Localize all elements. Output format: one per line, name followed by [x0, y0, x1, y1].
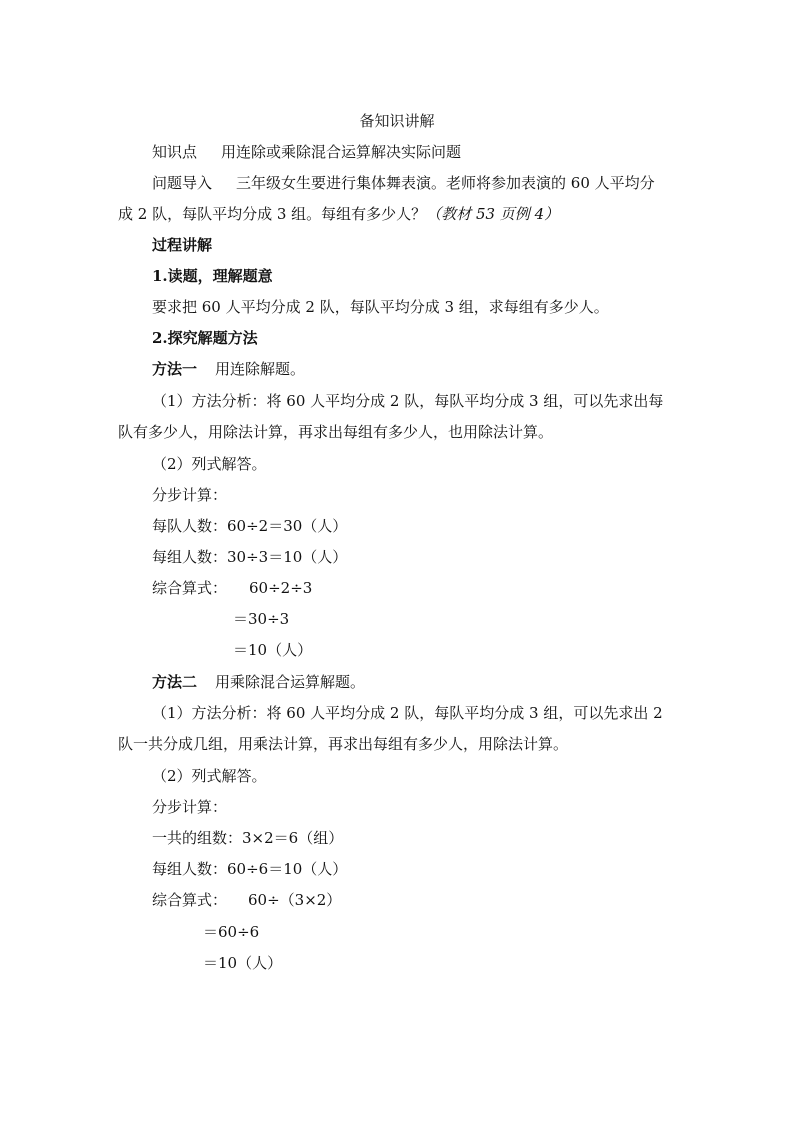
step1-heading: 1.读题，理解题意: [152, 267, 273, 285]
intro-text-1: 三年级女生要进行集体舞表演。老师将参加表演的 60 人平均分: [236, 174, 655, 192]
method1-calc-2: 每组人数：30÷3＝10（人）: [152, 548, 348, 566]
knowledge-point-text: 用连除或乘除混合运算解决实际问题: [221, 143, 462, 161]
intro-text-2: 成 2 队，每队平均分成 3 组。每组有多少人？: [118, 205, 427, 223]
method1-combined-expr: 60÷2÷3: [249, 579, 313, 597]
method2-calc-1: 一共的组数：3×2＝6（组）: [152, 829, 344, 847]
step2-heading: 2.探究解题方法: [152, 329, 258, 347]
knowledge-point-label: 知识点: [152, 143, 198, 161]
method1-heading: [152, 359, 305, 379]
method1-analysis-1: （1）方法分析：将 60 人平均分成 2 队，每队平均分成 3 组，可以先求出每: [152, 392, 664, 410]
method2-combined-expr: 60÷（3×2）: [248, 891, 342, 909]
method1-label: 方法一: [152, 360, 198, 378]
intro-source: （教材 53 页例 4）: [426, 205, 560, 223]
method1-step-calc: 分步计算：: [152, 486, 228, 504]
method2-heading: [152, 672, 365, 692]
method2-combined-label: 综合算式：: [152, 891, 228, 909]
method2-title: 用乘除混合运算解题。: [215, 673, 366, 691]
method1-title: 用连除解题。: [215, 360, 306, 378]
intro-line-1: [152, 173, 655, 193]
method2-combined-step-1: ＝60÷6: [203, 923, 260, 941]
method1-solve: （2）列式解答。: [152, 455, 267, 473]
method2-analysis-2: 队一共分成几组，用乘法计算，再求出每组有多少人，用除法计算。: [118, 735, 569, 753]
method1-calc-1: 每队人数：60÷2＝30（人）: [152, 517, 348, 535]
knowledge-point: [152, 142, 461, 162]
step1-text: 要求把 60 人平均分成 2 队，每队平均分成 3 组，求每组有多少人。: [152, 298, 609, 316]
method2-label: 方法二: [152, 673, 198, 691]
method2-solve: （2）列式解答。: [152, 767, 267, 785]
process-heading: 过程讲解: [152, 236, 213, 254]
method1-combined-step-2: ＝10（人）: [233, 641, 313, 659]
intro-line-2: [118, 204, 559, 224]
method2-combined-step-2: ＝10（人）: [203, 954, 283, 972]
method1-combined-step-1: ＝30÷3: [233, 610, 290, 628]
method2-combined: [152, 890, 227, 910]
method2-step-calc: 分步计算：: [152, 798, 228, 816]
page-title: 备知识讲解: [359, 112, 435, 130]
method1-combined-label: 综合算式：: [152, 579, 228, 597]
intro-label: 问题导入: [152, 174, 213, 192]
method1-analysis-2: 队有多少人，用除法计算，再求出每组有多少人，也用除法计算。: [118, 423, 554, 441]
method2-calc-2: 每组人数：60÷6＝10（人）: [152, 860, 348, 878]
method2-analysis-1: （1）方法分析：将 60 人平均分成 2 队，每队平均分成 3 组，可以先求出 2: [152, 704, 663, 722]
method1-combined: [152, 578, 227, 598]
